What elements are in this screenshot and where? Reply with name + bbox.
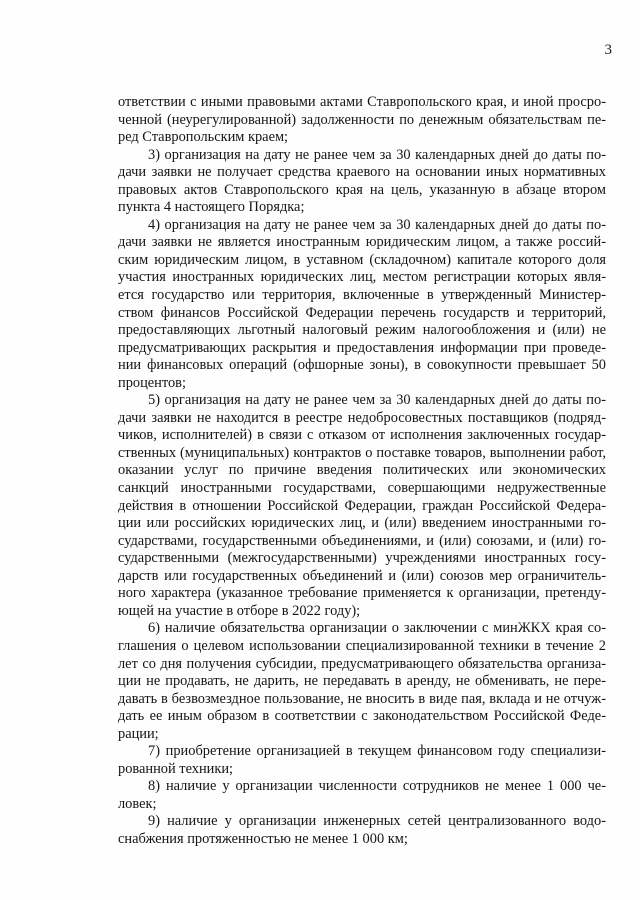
page-number: 3 — [604, 42, 612, 58]
paragraph-item-9: 9) наличие у организации инженерных сетей централизованного водоснабжения протяженностью не менее 1 000 км; — [118, 813, 606, 847]
paragraph-item-4: 4) организация на дату не ранее чем за 30 календарных дней до даты подачи заявки не является иностранным юридическим лицом, а также российским юридическим лицом, в уставном (складочном) капитале которого доля участия иностранных юридических лиц, местом регистрации которых является государство или территория, включенные в утвержденный Министерством финансов Российской Федерации перечень государств и территорий, предоставляющих льготный налоговый режим налогообложения и (или) не предусматривающих раскрытия и предоставления информации при проведении финансовых операций (офшорные зоны), в совокупности превышает 50 процентов; — [118, 216, 606, 391]
paragraph-continuation: ответствии с иными правовыми актами Ставропольского края, и иной просроченной (неурегулированной) задолженности по денежным обязательствам перед Ставропольским краем; — [118, 94, 606, 146]
document-body — [118, 94, 606, 849]
paragraph-item-6: 6) наличие обязательства организации о заключении с минЖКХ края соглашения о целевом использовании специализированной техники в течение 2 лет со дня получения субсидии, предусматривающего обязательства организации не продавать, не дарить, не передавать в аренду, не обменивать, не передавать в безвозмездное пользование, не вносить в виде пая, вклада и не отчуждать ее иным образом в соответствии с законодательством Российской Федерации; — [118, 620, 606, 742]
paragraph-item-5: 5) организация на дату не ранее чем за 30 календарных дней до даты подачи заявки не находится в реестре недобросовестных поставщиков (подрядчиков, исполнителей) в связи с отказом от исполнения заключенных государственных (муниципальных) контрактов о поставке товаров, выполнении работ, оказании услуг по причине введения политических или экономических санкций иностранными государствами, совершающими недружественные действия в отношении Российской Федерации, граждан Российской Федерации или российских юридических лиц, и (или) введением иностранными государствами, государственными объединениями, и (или) союзами, и (или) государственными (межгосударственными) учреждениями иностранных государств или государственных объединений и (или) союзов мер ограничительного характера (указанное требование применяется к организации, претендующей на участие в отборе в 2022 году); — [118, 392, 606, 619]
paragraph-item-3: 3) организация на дату не ранее чем за 30 календарных дней до даты подачи заявки не получает средства краевого на основании иных нормативных правовых актов Ставропольского края на цель, указанную в абзаце втором пункта 4 настоящего Порядка; — [118, 146, 606, 216]
paragraph-item-8: 8) наличие у организации численности сотрудников не менее 1 000 человек; — [118, 778, 606, 812]
paragraph-item-7: 7) приобретение организацией в текущем финансовом году специализированной техники; — [118, 743, 606, 777]
